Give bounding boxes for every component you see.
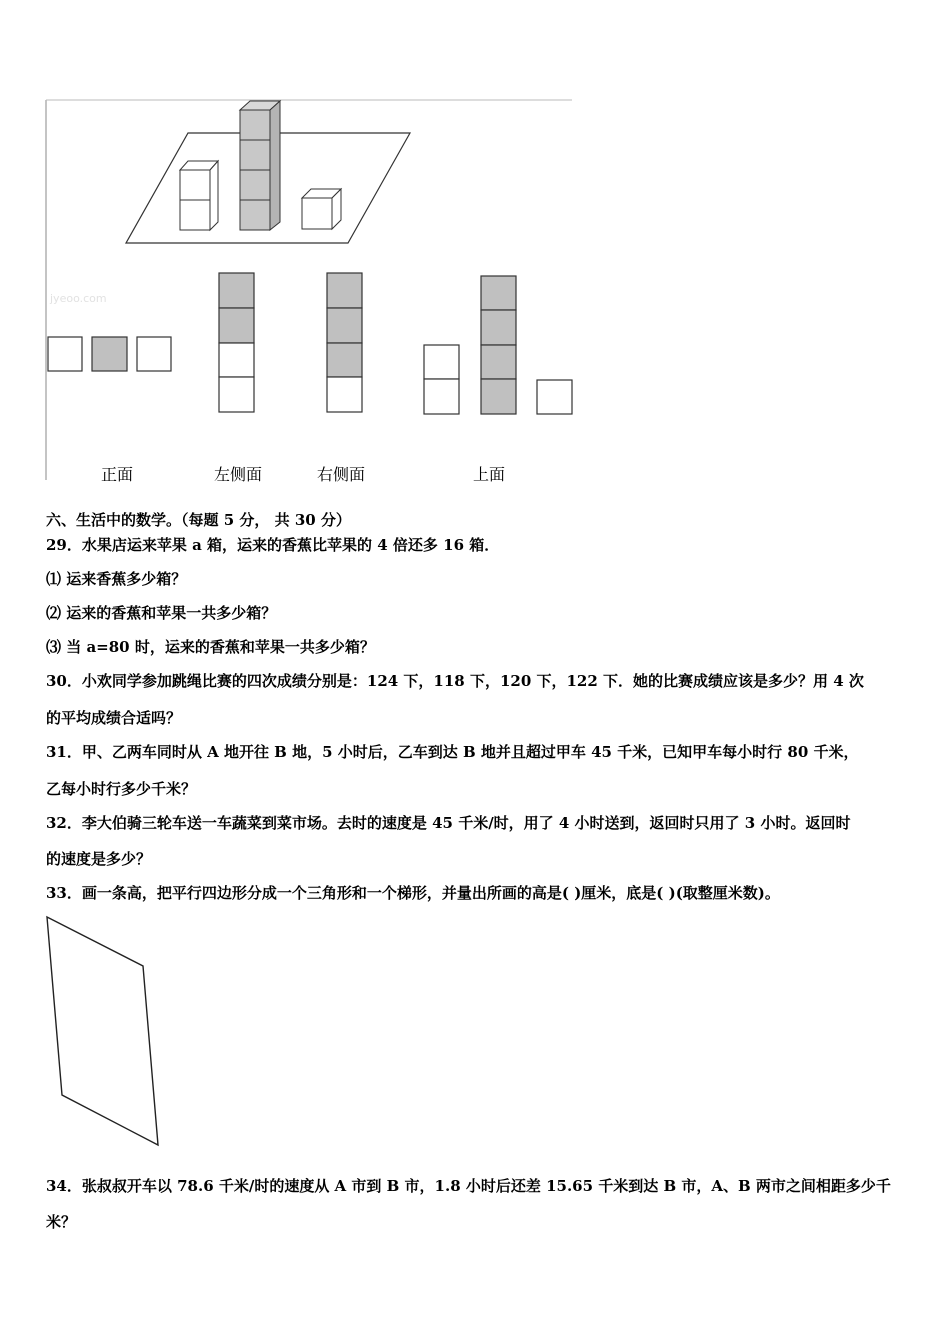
q29-text: 29．水果店运来苹果 a 箱，运来的香蕉比苹果的 4 倍还多 16 箱． (46, 536, 500, 554)
q32-line2: 的速度是多少？ (46, 850, 152, 868)
q32-line1: 32．李大伯骑三轮车送一车蔬菜到菜市场。去时的速度是 45 千米/时，用了 4 小时送到，返回时只用了 3 小时。返回时 (46, 814, 851, 832)
q29-sub3: ⑶ 当 a=80 时，运来的香蕉和苹果一共多少箱？ (46, 638, 375, 656)
q34-line2: 米？ (46, 1213, 77, 1231)
q33-text: 33．画一条高，把平行四边形分成一个三角形和一个梯形，并量出所画的高是( )厘米，底是( )(取整厘米数)。 (46, 884, 780, 902)
stack-four-cubes (240, 101, 280, 230)
q29-sub1: ⑴ 运来香蕉多少箱？ (46, 570, 187, 588)
label-left: 左侧面 (214, 465, 263, 484)
label-right: 右侧面 (317, 465, 366, 484)
q33-parallelogram (47, 917, 158, 1145)
section-six-title: 六、生活中的数学。（每题 5 分， 共 30 分） (46, 511, 351, 529)
view-front (48, 337, 171, 371)
q30-line2: 的平均成绩合适吗？ (46, 709, 182, 727)
q31-line1: 31．甲、乙两车同时从 A 地开往 B 地，5 小时后，乙车到达 B 地并且超过甲车 45 千米，已知甲车每小时行 80 千米， (46, 743, 859, 761)
view-left (219, 273, 254, 412)
label-front: 正面 (101, 465, 134, 484)
q31-line2: 乙每小时行多少千米？ (46, 780, 197, 798)
watermark: jyeoo.com (50, 292, 107, 305)
q29-sub2: ⑵ 运来的香蕉和苹果一共多少箱？ (46, 604, 277, 622)
q30-line1: 30．小欢同学参加跳绳比赛的四次成绩分别是：124 下，118 下，120 下，122 下．她的比赛成绩应该是多少？用 4 次 (46, 672, 864, 690)
stack-two-cubes (180, 161, 218, 230)
view-top (424, 276, 572, 414)
label-top: 上面 (473, 465, 506, 484)
q34-line1: 34．张叔叔开车以 78.6 千米/时的速度从 A 市到 B 市，1.8 小时后还差 15.65 千米到达 B 市，A、B 两市之间相距多少千 (46, 1177, 891, 1195)
view-right (327, 273, 362, 412)
stack-one-cube (302, 189, 341, 229)
